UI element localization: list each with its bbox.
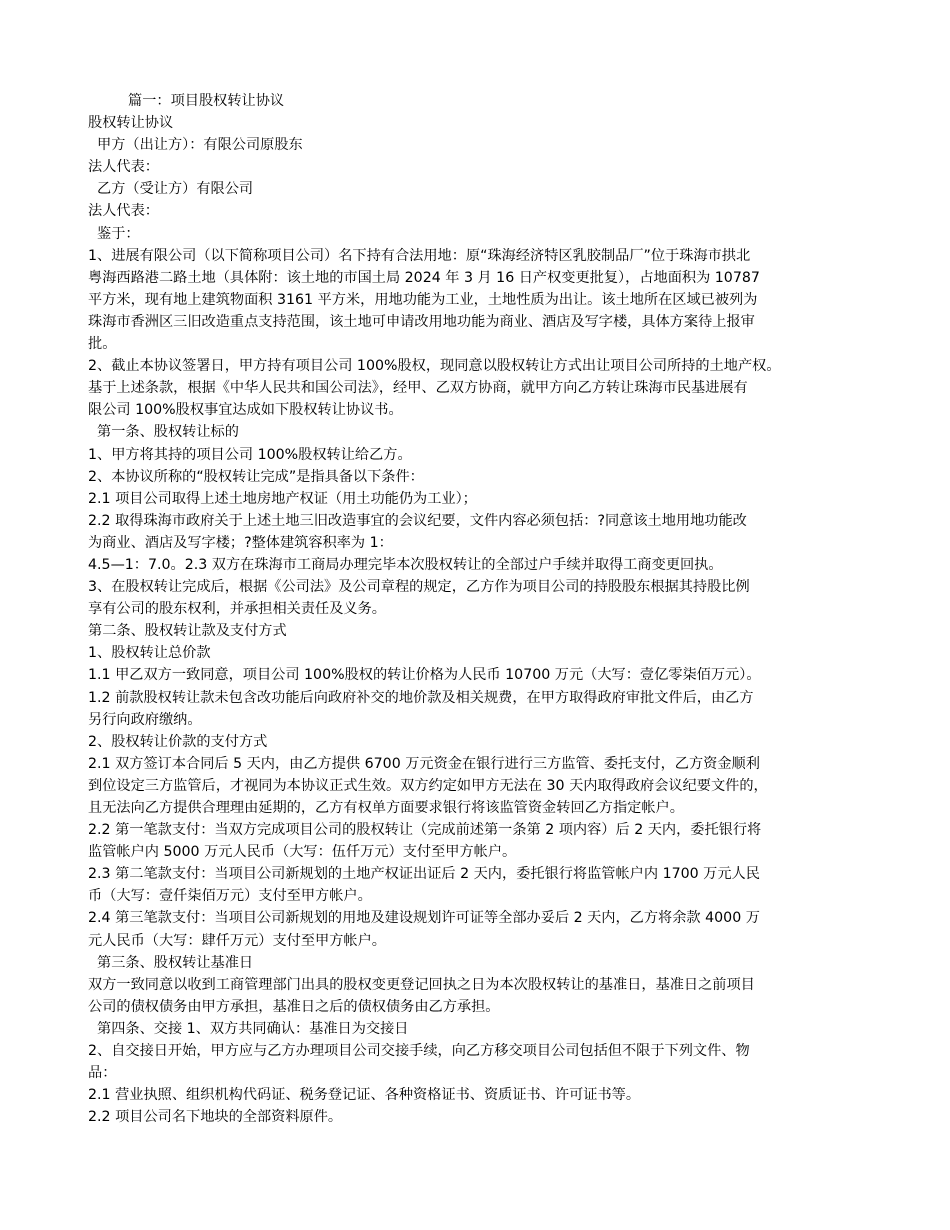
text-line: 珠海市香洲区三旧改造重点支持范围，该土地可申请改用地功能为商业、酒店及写字楼，具体方案待上报审 <box>88 313 755 330</box>
text-line: 2.2 第一笔款支付：当双方完成项目公司的股权转让（完成前述第一条第 2 项内容）后 2 天内，委托银行将 <box>88 822 762 839</box>
text-line: 限公司 100%股权事宜达成如下股权转让协议书。 <box>88 402 403 419</box>
text-line: 且无法向乙方提供合理理由延期的，乙方有权单方面要求银行将该监管资金转回乙方指定帐户。 <box>88 800 684 816</box>
text-line: 法人代表： <box>88 203 159 220</box>
text-line: 2.1 营业执照、组织机构代码证、税务登记证、各种资格证书、资质证书、许可证书等。 <box>88 1087 641 1104</box>
text-line: 批。 <box>88 336 117 353</box>
text-line: 1、进展有限公司（以下简称项目公司）名下持有合法用地：原“珠海经济特区乳胶制品厂”位于珠海市拱北 <box>88 247 751 264</box>
text-line: 1、股权转让总价款 <box>88 645 211 662</box>
text-line: 2、截止本协议签署日，甲方持有项目公司 100%股权，现同意以股权转让方式出让项目公司所持的土地产权。 <box>88 358 781 375</box>
text-line: 3、在股权转让完成后，根据《公司法》及公司章程的规定，乙方作为项目公司的持股股东根据其持股比例 <box>88 579 750 596</box>
text-line: 鉴于： <box>97 225 140 242</box>
text-line: 基于上述条款，根据《中华人民共和国公司法》，经甲、乙双方协商，就甲方向乙方转让珠海市民基进展有 <box>88 380 748 397</box>
text-line: 第三条、股权转让基准日 <box>97 954 254 971</box>
text-line: 甲方（出让方）：有限公司原股东 <box>97 137 303 154</box>
text-line: 品： <box>88 1065 117 1082</box>
document-body <box>88 90 863 1128</box>
text-line: 2.2 项目公司名下地块的全部资料原件。 <box>88 1109 343 1126</box>
document-heading: 篇一：项目股权转让协议 <box>128 93 285 109</box>
text-line: 2.1 项目公司取得上述土地房地产权证（用土功能仍为工业）； <box>88 490 477 507</box>
text-line: 另行向政府缴纳。 <box>88 711 202 728</box>
text-line: 1、甲方将其持的项目公司 100%股权转让给乙方。 <box>88 446 412 463</box>
text-line: 2.4 第三笔款支付：当项目公司新规划的用地及建设规划许可证等全部办妥后 2 天内，乙方将余款 4000 万 <box>88 910 760 927</box>
text-line: 2、股权转让价款的支付方式 <box>88 733 268 750</box>
text-line: 1.2 前款股权转让款未包含改功能后向政府补交的地价款及相关规费，在甲方取得政府审批文件后，由乙方 <box>88 689 754 706</box>
text-line: 粤海西路港二路土地（具体附：该土地的市国土局 2024 年 3 月 16 日产权变更批复），占地面积为 10787 <box>88 269 760 286</box>
text-line: 1.1 甲乙双方一致同意，项目公司 100%股权的转让价格为人民币 10700 万元（大写：壹亿零柒佰万元）。 <box>88 667 761 684</box>
text-line: 到位设定三方监管后，才视同为本协议正式生效。双方约定如甲方无法在 30 天内取得政府会议纪要文件的， <box>88 777 768 794</box>
text-line: 公司的债权债务由甲方承担，基准日之后的债权债务由乙方承担。 <box>88 998 500 1015</box>
text-line: 监管帐户内 5000 万元人民币（大写：伍仟万元）支付至甲方帐户。 <box>88 844 517 861</box>
text-line: 2.3 第二笔款支付：当项目公司新规划的土地产权证出证后 2 天内，委托银行将监管帐户内 1700 万元人民 <box>88 866 760 883</box>
text-line: 第一条、股权转让标的 <box>97 424 239 441</box>
text-line: 2.1 双方签订本合同后 5 天内，由乙方提供 6700 万元资金在银行进行三方监管、委托支付，乙方资金顺利 <box>88 755 760 772</box>
text-line: 第二条、股权转让款及支付方式 <box>88 623 287 640</box>
text-line: 2、本协议所称的“股权转让完成”是指具备以下条件： <box>88 468 424 485</box>
text-line: 2.2 取得珠海市政府关于上述土地三旧改造事宜的会议纪要，文件内容必须包括：?同意该土地用地功能改 <box>88 512 747 529</box>
text-line: 币（大写：壹仟柒佰万元）支付至甲方帐户。 <box>88 888 372 905</box>
text-line: 股权转让协议 <box>88 115 174 132</box>
text-line: 乙方（受让方）有限公司 <box>97 181 254 198</box>
text-line: 双方一致同意以收到工商管理部门出具的股权变更登记回执之日为本次股权转让的基准日，基准日之前项目 <box>88 976 755 993</box>
text-line: 为商业、酒店及写字楼；?整体建筑容积率为 1： <box>88 534 393 551</box>
text-line: 平方米，现有地上建筑物面积 3161 平方米，用地功能为工业，土地性质为出让。该土地所在区域已被列为 <box>88 291 758 308</box>
text-line: 第四条、交接 1、双方共同确认：基准日为交接日 <box>97 1020 409 1037</box>
text-line: 元人民币（大写：肆仟万元）支付至甲方帐户。 <box>88 932 386 949</box>
text-line: 4.5—1：7.0。2.3 双方在珠海市工商局办理完毕本次股权转让的全部过户手续并取得工商变更回执。 <box>88 556 723 573</box>
text-line: 法人代表： <box>88 159 159 176</box>
text-line: 2、自交接日开始，甲方应与乙方办理项目公司交接手续，向乙方移交项目公司包括但不限于下列文件、物 <box>88 1043 750 1060</box>
text-line: 享有公司的股东权利，并承担相关责任及义务。 <box>88 601 386 618</box>
